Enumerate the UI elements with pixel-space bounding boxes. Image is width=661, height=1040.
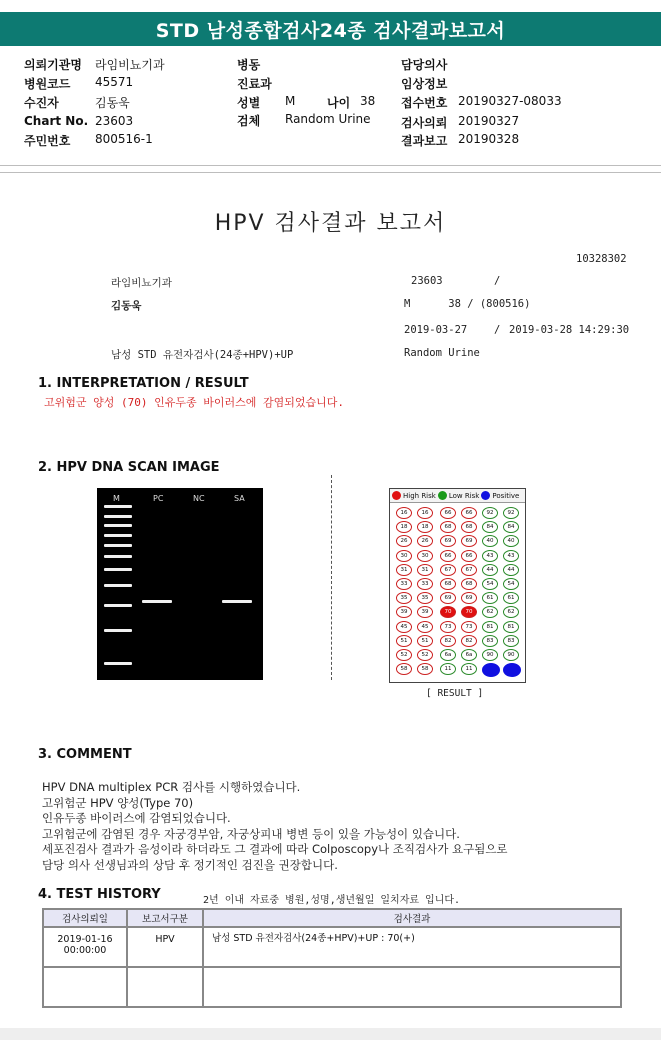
marker-band — [104, 524, 132, 527]
grid-cell — [503, 663, 521, 677]
sex-age: M 38 / (800516) — [404, 298, 531, 310]
grid-cell: 18 — [396, 521, 412, 533]
grid-cell: 66 — [461, 550, 477, 562]
grid-cell: 31 — [396, 564, 412, 576]
info-value: 20190328 — [458, 132, 520, 146]
lane-label: M — [113, 494, 120, 503]
grid-cell: 58 — [417, 663, 433, 675]
grid-cell: 90 — [503, 649, 519, 661]
pc-band — [142, 600, 172, 603]
grid-cell: 54 — [482, 578, 498, 590]
row-date-time: 00:00:00 — [63, 945, 107, 956]
info-label: Chart No. — [24, 114, 89, 128]
grid-cell: 81 — [503, 621, 519, 633]
grid-cell: 30 — [417, 550, 433, 562]
grid-cell: 18 — [417, 521, 433, 533]
info-value: 20190327 — [458, 114, 520, 128]
grid-cell: 69 — [440, 535, 456, 547]
grid-cell: 66 — [461, 507, 477, 519]
info-value: 23603 — [95, 114, 134, 128]
grid-cell: 92 — [482, 507, 498, 519]
divider — [0, 165, 661, 166]
result-caption: [ RESULT ] — [426, 688, 484, 699]
grid-cell: 62 — [503, 606, 519, 618]
grid-cell: 39 — [396, 606, 412, 618]
grid-cell: 73 — [461, 621, 477, 633]
legend-low: Low Risk — [448, 491, 480, 500]
grid-cell: 82 — [440, 635, 456, 647]
grid-cell: 31 — [417, 564, 433, 576]
info-label: 진료과 — [237, 77, 272, 91]
grid-cell: 45 — [417, 621, 433, 633]
info-label: 접수번호 — [401, 96, 448, 110]
grid-cell: 68 — [440, 521, 456, 533]
table-row — [43, 927, 621, 967]
grid-cell: 67 — [461, 564, 477, 576]
footer-band — [0, 1028, 661, 1040]
grid-cell: 43 — [482, 550, 498, 562]
section-history: 4. TEST HISTORY — [38, 887, 161, 902]
info-label: 성별 — [237, 96, 261, 110]
lane-label: NC — [193, 494, 205, 503]
marker-band — [104, 515, 132, 518]
grid-cell: 40 — [482, 535, 498, 547]
chart-number: 23603 — [411, 275, 443, 287]
row-date-day: 2019-01-16 — [57, 934, 113, 945]
grid-cell: 33 — [396, 578, 412, 590]
info-label: 임상정보 — [401, 77, 448, 91]
comment-line: 인유두종 바이러스에 감염되었습니다. — [42, 811, 231, 825]
result-grid — [389, 488, 526, 683]
lane-label: SA — [234, 494, 245, 503]
info-label: 병동 — [237, 58, 261, 72]
info-value: 45571 — [95, 75, 134, 89]
image-divider — [331, 475, 332, 680]
request-date: 2019-03-27 — [404, 324, 468, 336]
grid-cell: 90 — [482, 649, 498, 661]
info-label: 수진자 — [24, 96, 59, 110]
section-scan: 2. HPV DNA SCAN IMAGE — [38, 460, 220, 475]
comment-line: 고위험군에 감염된 경우 자궁경부암, 자궁상피내 병변 등이 있을 가능성이 있습니다. — [42, 826, 460, 841]
history-note: 2년 이내 자료중 병원,성명,생년월일 일치자료 입니다. — [203, 895, 461, 906]
grid-cell: 69 — [461, 592, 477, 604]
positive-dot — [481, 491, 490, 500]
history-header-row — [43, 909, 621, 927]
comment-line: 고위험군 HPV 양성(Type 70) — [42, 795, 194, 810]
clinic-name: 라임비뇨기과 — [111, 277, 172, 289]
marker-band — [104, 555, 132, 558]
report-date: 2019-03-28 14:29:30 — [509, 324, 630, 336]
grid-cell: 11 — [440, 663, 456, 675]
grid-cell: 68 — [440, 578, 456, 590]
info-label: 병원코드 — [24, 77, 71, 91]
grid-cell: 40 — [503, 535, 519, 547]
grid-cell: 43 — [503, 550, 519, 562]
marker-band — [104, 544, 132, 547]
header-result: 검사결과 — [203, 909, 621, 927]
comment-body — [42, 780, 508, 873]
info-value: 800516-1 — [95, 132, 153, 146]
info-value: 38 — [360, 94, 376, 108]
info-label: 담당의사 — [401, 58, 448, 72]
marker-band — [104, 505, 132, 508]
grid-cell: 73 — [440, 621, 456, 633]
info-label: 나이 — [327, 96, 351, 110]
sa-band — [222, 600, 252, 603]
grid-cell: 69 — [461, 535, 477, 547]
grid-cell: 26 — [396, 535, 412, 547]
comment-line: 세포진검사 결과가 음성이라 하더라도 그 결과에 따라 Colposcopy나 조직검사가 요구됨으로 — [42, 842, 508, 856]
high-risk-dot — [392, 491, 401, 500]
info-label: 결과보고 — [401, 134, 448, 148]
row-result: 남성 STD 유전자검사(24종+HPV)+UP : 70(+) — [203, 927, 621, 967]
grid-cell: 66 — [440, 550, 456, 562]
grid-cell: 92 — [503, 507, 519, 519]
info-value: 김동욱 — [95, 96, 130, 110]
info-value: Random Urine — [285, 112, 371, 126]
grid-cell: 44 — [482, 564, 498, 576]
marker-band — [104, 584, 132, 587]
grid-cell: 70 — [440, 606, 456, 618]
table-row — [43, 967, 621, 1007]
date-separator: / — [494, 324, 501, 336]
specimen: Random Urine — [404, 347, 480, 359]
info-label: 주민번호 — [24, 134, 71, 148]
grid-cell: 44 — [503, 564, 519, 576]
low-risk-dot — [438, 491, 447, 500]
section-comment: 3. COMMENT — [38, 747, 132, 762]
marker-band — [104, 568, 132, 571]
comment-line: HPV DNA multiplex PCR 검사를 시행하였습니다. — [42, 780, 301, 794]
row-empty — [203, 967, 621, 1007]
grid-cell: 35 — [396, 592, 412, 604]
report-code: 10328302 — [576, 253, 627, 265]
grid-cell: 16 — [396, 507, 412, 519]
grid-cell: 52 — [417, 649, 433, 661]
info-label: 검사의뢰 — [401, 116, 448, 130]
chart-separator: / — [494, 275, 501, 287]
info-value: M — [285, 94, 296, 108]
grid-cell: 66 — [440, 507, 456, 519]
grid-cell: 68 — [461, 521, 477, 533]
grid-cell: 69 — [440, 592, 456, 604]
grid-cell — [482, 663, 500, 677]
info-value: 20190327-08033 — [458, 94, 562, 108]
grid-cell: 83 — [503, 635, 519, 647]
legend-positive: Positive — [492, 491, 520, 500]
grid-cell: 6a — [440, 649, 456, 661]
grid-cell: 52 — [396, 649, 412, 661]
row-type: HPV — [127, 927, 203, 967]
grid-cell: 51 — [417, 635, 433, 647]
info-label: 검체 — [237, 114, 261, 128]
row-empty — [43, 967, 127, 1007]
grid-cell: 81 — [482, 621, 498, 633]
result-text: 고위험군 양성 (70) 인유두종 바이러스에 감염되었습니다. — [44, 396, 344, 409]
grid-cell: 68 — [461, 578, 477, 590]
grid-cell: 62 — [482, 606, 498, 618]
legend-high: High Risk — [403, 491, 436, 500]
grid-cell: 61 — [482, 592, 498, 604]
patient-info — [0, 52, 661, 164]
row-empty — [127, 967, 203, 1007]
report-title-bar — [0, 12, 661, 46]
marker-band — [104, 534, 132, 537]
grid-cell: 39 — [417, 606, 433, 618]
grid-cell: 84 — [482, 521, 498, 533]
grid-cell: 70 — [461, 606, 477, 618]
grid-cell: 11 — [461, 663, 477, 675]
grid-cell: 58 — [396, 663, 412, 675]
grid-cell: 45 — [396, 621, 412, 633]
patient-name: 김동욱 — [111, 300, 142, 312]
grid-cell: 16 — [417, 507, 433, 519]
lane-label: PC — [153, 494, 164, 503]
gel-image — [97, 488, 263, 680]
marker-band — [104, 662, 132, 665]
header-date: 검사의뢰일 — [43, 909, 127, 927]
grid-cell: 33 — [417, 578, 433, 590]
grid-cell: 6a — [461, 649, 477, 661]
section-interpretation: 1. INTERPRETATION / RESULT — [38, 376, 249, 391]
grid-cell: 61 — [503, 592, 519, 604]
page-title: HPV 검사결과 보고서 — [214, 211, 447, 236]
info-value: 라임비뇨기과 — [95, 58, 165, 72]
grid-cell: 30 — [396, 550, 412, 562]
header-type: 보고서구분 — [127, 909, 203, 927]
grid-cell: 26 — [417, 535, 433, 547]
grid-cell: 51 — [396, 635, 412, 647]
grid-cell: 84 — [503, 521, 519, 533]
info-label: 의뢰기관명 — [24, 58, 82, 72]
test-name: 남성 STD 유전자검사(24종+HPV)+UP — [111, 349, 294, 361]
grid-cell: 83 — [482, 635, 498, 647]
grid-cell: 67 — [440, 564, 456, 576]
divider — [0, 172, 661, 173]
row-date — [43, 927, 127, 967]
comment-line: 담당 의사 선생님과의 상담 후 정기적인 검진을 권장합니다. — [42, 857, 338, 872]
grid-legend — [390, 489, 525, 503]
history-table — [42, 908, 622, 1008]
report-title: STD 남성종합검사24종 검사결과보고서 — [155, 19, 506, 42]
grid-cell: 54 — [503, 578, 519, 590]
grid-cell: 35 — [417, 592, 433, 604]
marker-band — [104, 629, 132, 632]
marker-band — [104, 604, 132, 607]
grid-cell: 82 — [461, 635, 477, 647]
